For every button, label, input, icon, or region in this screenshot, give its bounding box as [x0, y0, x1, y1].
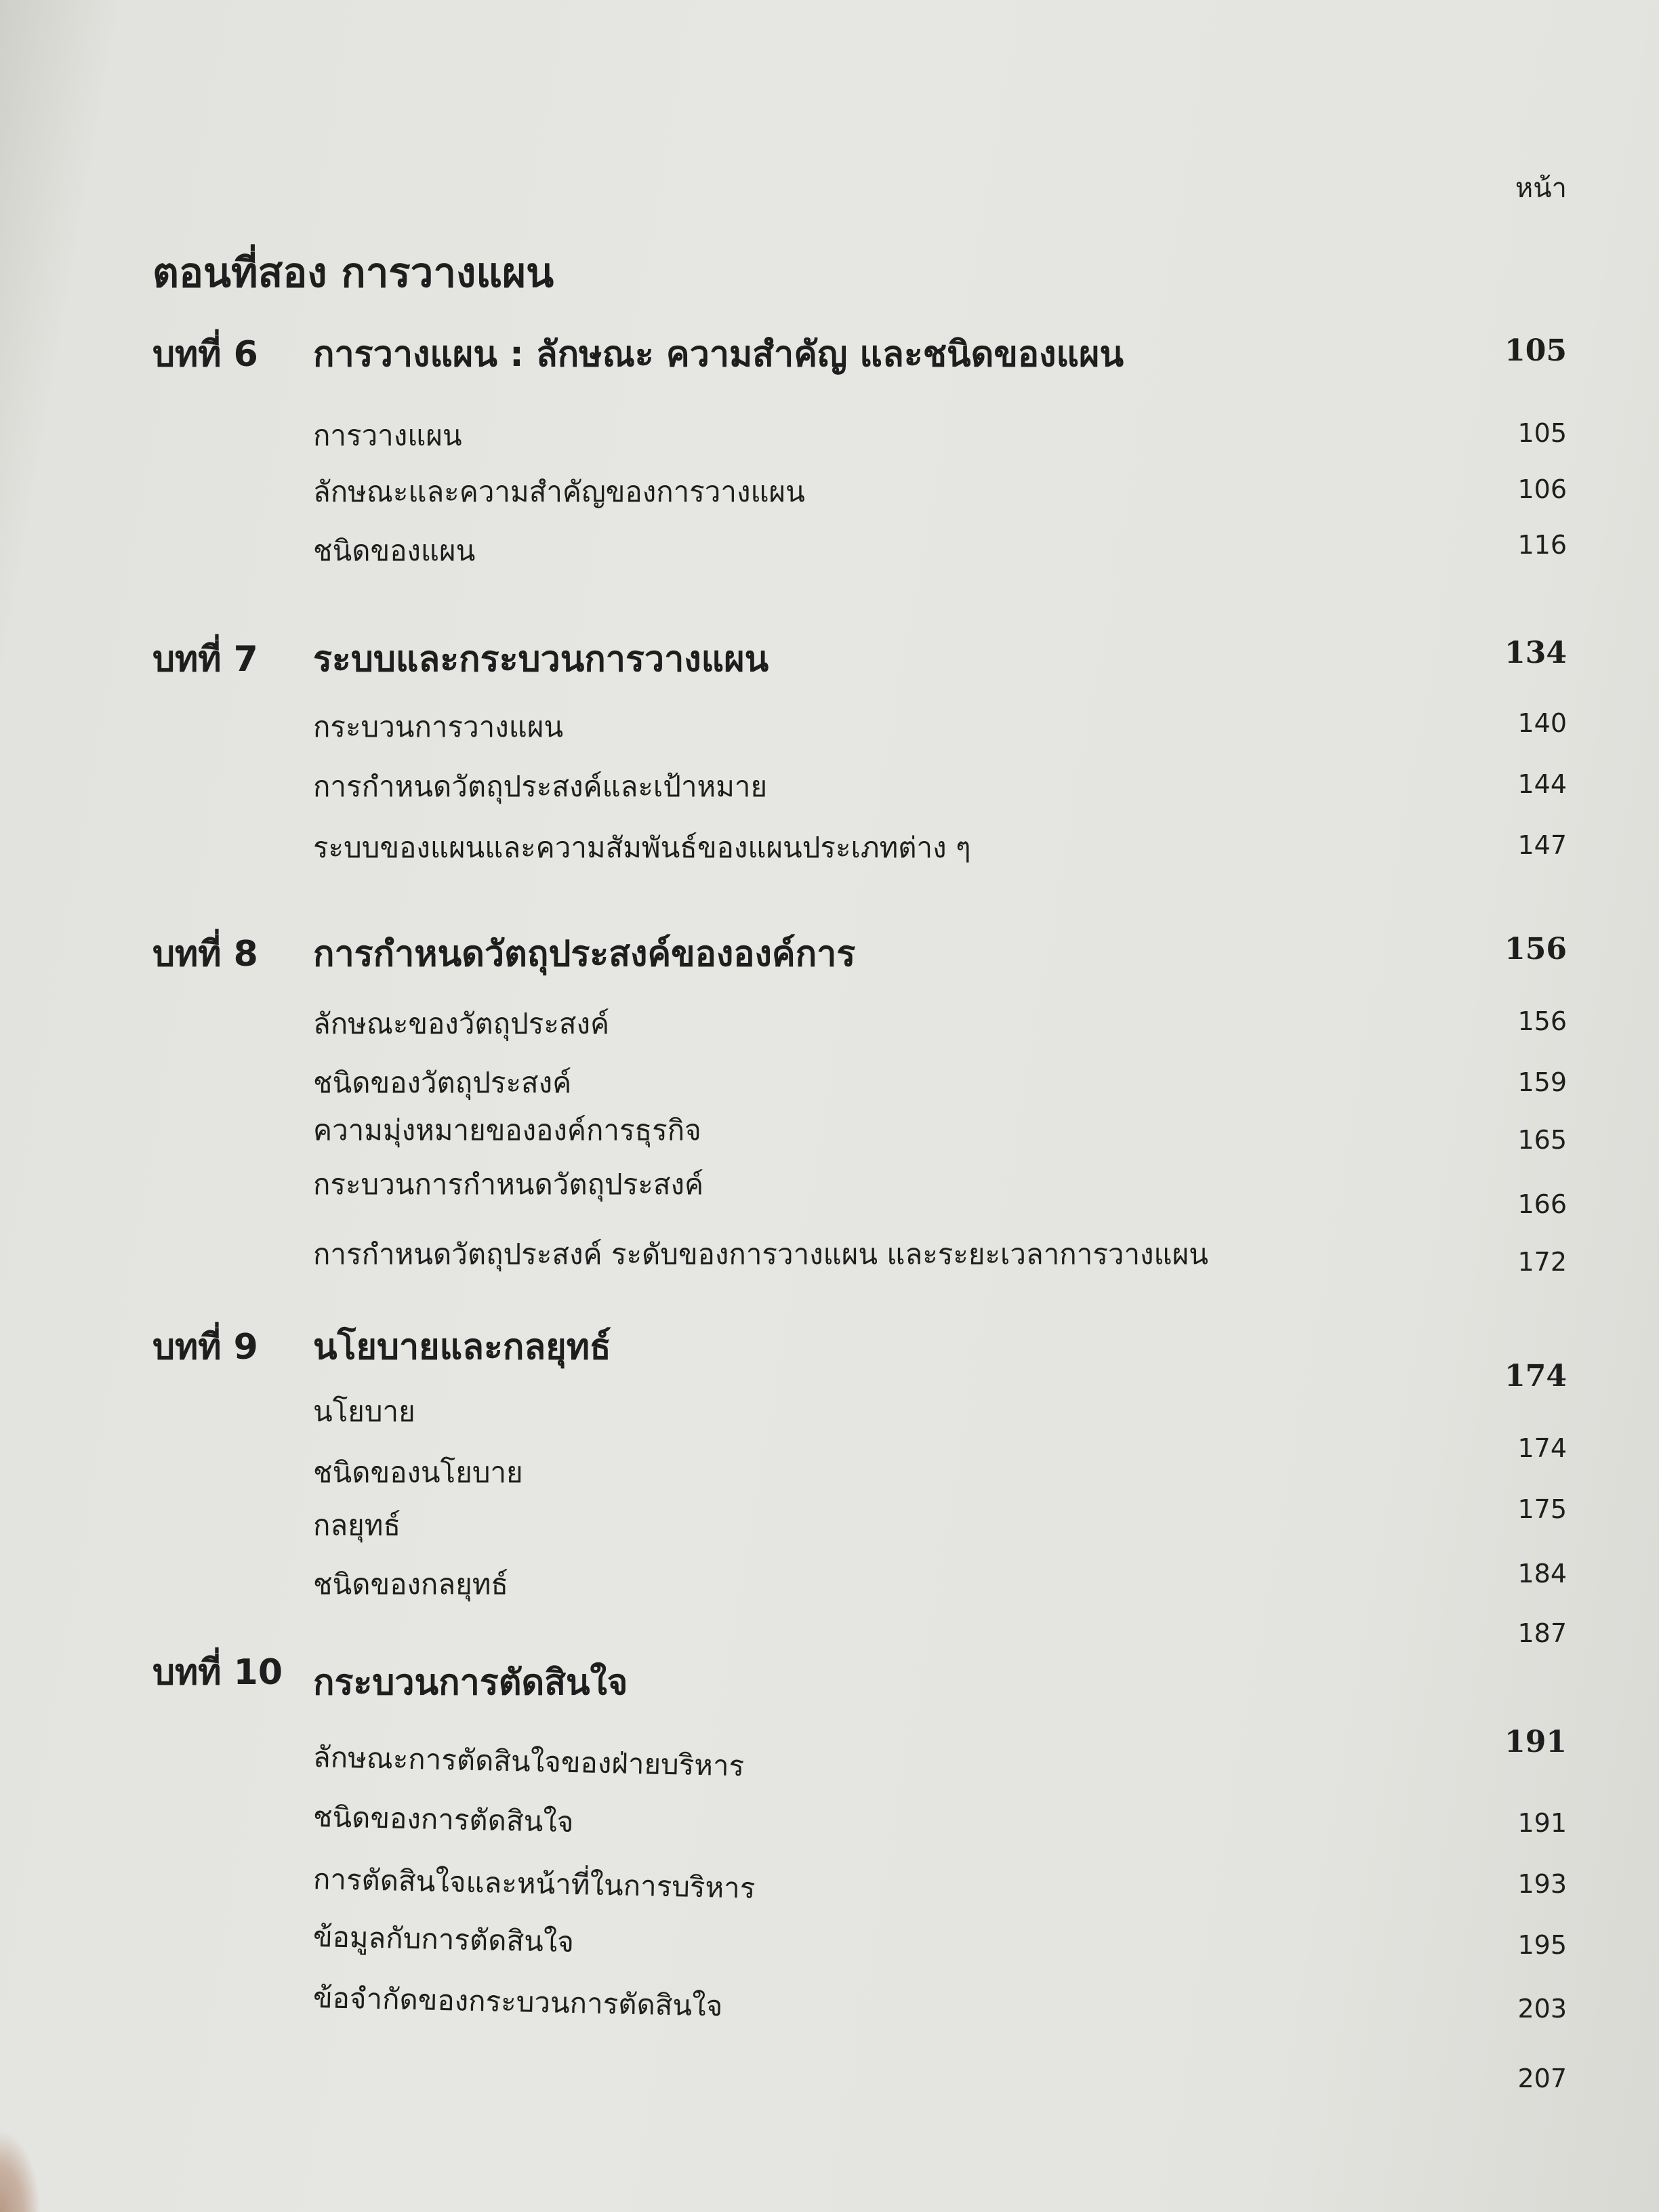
chapter-title: การกำหนดวัตถุประสงค์ขององค์การ [313, 934, 856, 975]
section-page: 175 [1517, 1494, 1567, 1524]
chapter-title: การวางแผน : ลักษณะ ความสำคัญ และชนิดของแผน [313, 334, 1124, 375]
section-page: 191 [1517, 1808, 1567, 1838]
section-page: 195 [1517, 1930, 1567, 1960]
section-page: 174 [1517, 1433, 1567, 1463]
section-title: ชนิดของวัตถุประสงค์ [313, 1066, 572, 1099]
section-page: 187 [1517, 1618, 1567, 1648]
section-title: กลยุทธ์ [313, 1509, 401, 1542]
section-title: ลักษณะของวัตถุประสงค์ [313, 1007, 610, 1040]
chapter-title: ระบบและกระบวนการวางแผน [313, 639, 769, 680]
section-page: 156 [1517, 1006, 1567, 1036]
part-title: ตอนที่สอง การวางแผน [152, 249, 554, 297]
section-title: การตัดสินใจและหน้าที่ในการบริหาร [312, 1862, 756, 1905]
section-title: ชนิดของนโยบาย [313, 1456, 523, 1489]
section-title: นโยบาย [313, 1395, 415, 1428]
page-column-header: หน้า [1515, 173, 1567, 204]
section-title: ชนิดของแผน [313, 534, 476, 567]
chapter-page: 134 [1504, 636, 1567, 670]
chapter-page: 105 [1504, 333, 1567, 368]
section-page: 165 [1517, 1125, 1567, 1155]
section-page: 159 [1517, 1067, 1567, 1097]
chapter-page: 156 [1504, 932, 1567, 966]
section-title: การวางแผน [313, 419, 462, 452]
section-page: 207 [1517, 2064, 1567, 2093]
chapter-page: 174 [1504, 1359, 1567, 1393]
section-title: ข้อจำกัดของกระบวนการตัดสินใจ [312, 1981, 723, 2023]
chapter-title: กระบวนการตัดสินใจ [313, 1662, 628, 1703]
section-title: การกำหนดวัตถุประสงค์ ระดับของการวางแผน และระยะเวลาการวางแผน [313, 1237, 1208, 1271]
section-title: ลักษณะการตัดสินใจของฝ่ายบริหาร [312, 1740, 745, 1783]
section-title: ระบบของแผนและความสัมพันธ์ของแผนประเภทต่าง ๆ [313, 831, 971, 864]
section-page: 193 [1517, 1869, 1567, 1899]
chapter-number: บทที่ 7 [152, 639, 258, 680]
section-page: 203 [1517, 1994, 1567, 2024]
section-page: 106 [1517, 474, 1567, 504]
chapter-number: บทที่ 8 [152, 934, 258, 975]
section-title: ความมุ่งหมายขององค์การธุรกิจ [313, 1113, 701, 1147]
chapter-number: บทที่ 9 [152, 1327, 258, 1368]
section-page: 105 [1517, 418, 1567, 448]
thumb-edge [0, 2131, 41, 2212]
section-title: การกำหนดวัตถุประสงค์และเป้าหมาย [313, 770, 768, 803]
section-title: ลักษณะและความสำคัญของการวางแผน [313, 475, 805, 508]
section-page: 184 [1517, 1559, 1567, 1589]
chapter-number: บทที่ 6 [152, 334, 258, 375]
section-title: ชนิดของกลยุทธ์ [313, 1568, 509, 1601]
chapter-title: นโยบายและกลยุทธ์ [313, 1327, 611, 1368]
section-page: 147 [1517, 830, 1567, 860]
section-title: กระบวนการวางแผน [313, 710, 564, 743]
chapter-number: บทที่ 10 [152, 1652, 283, 1693]
section-title: ชนิดของการตัดสินใจ [312, 1800, 574, 1839]
chapter-page: 191 [1504, 1725, 1567, 1759]
section-page: 172 [1517, 1247, 1567, 1277]
section-title: ข้อมูลกับการตัดสินใจ [312, 1920, 575, 1959]
section-title: กระบวนการกำหนดวัตถุประสงค์ [313, 1168, 704, 1201]
section-page: 144 [1517, 769, 1567, 799]
section-page: 166 [1517, 1189, 1567, 1219]
section-page: 116 [1517, 530, 1567, 560]
section-page: 140 [1517, 708, 1567, 738]
